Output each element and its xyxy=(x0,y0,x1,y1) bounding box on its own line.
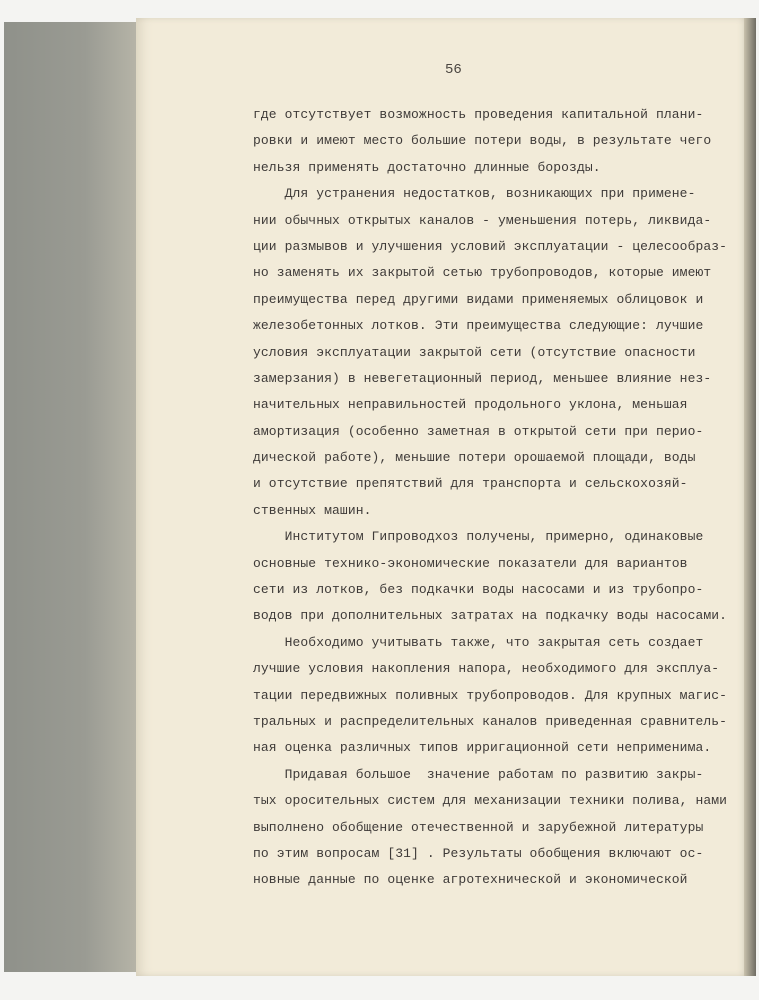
text-line: сети из лотков, без подкачки воды насосами и из трубопро- xyxy=(253,582,704,598)
page-edge xyxy=(744,18,756,976)
text-line: условия эксплуатации закрытой сети (отсутствие опасности xyxy=(253,344,696,360)
text-line: тых оросительных систем для механизации техники полива, нами xyxy=(253,793,728,809)
text-line: начительных неправильностей продольного уклона, меньшая xyxy=(253,397,688,413)
text-line: новные данные по оценке агротехнической и экономической xyxy=(253,872,688,888)
text-line: лучшие условия накопления напора, необходимого для эксплуа- xyxy=(253,661,720,677)
text-line: основные технико-экономические показатели для вариантов xyxy=(253,555,688,571)
text-line: тации передвижных поливных трубопроводов. Для крупных магис- xyxy=(253,687,728,703)
text-line: Для устранения недостатков, возникающих при примене- xyxy=(253,186,696,202)
text-line: амортизация (особенно заметная в открытой сети при перио- xyxy=(253,423,704,439)
text-line: где отсутствует возможность проведения капитальной плани- xyxy=(253,107,704,122)
text-line: водов при дополнительных затратах на подкачку воды насосами. xyxy=(253,608,728,624)
text-line: ственных машин. xyxy=(253,502,372,518)
text-line: Институтом Гипроводхоз получены, примерно, одинаковые xyxy=(253,529,704,545)
document-page xyxy=(136,18,756,976)
text-line: выполнено обобщение отечественной и зарубежной литературы xyxy=(253,819,704,835)
text-line: железобетонных лотков. Эти преимущества следующие: лучшие xyxy=(253,318,704,334)
scan-background-left xyxy=(4,22,139,972)
body-text xyxy=(253,102,728,894)
text-line: нельзя применять достаточно длинные борозды. xyxy=(253,159,601,175)
text-line: нии обычных открытых каналов - уменьшения потерь, ликвида- xyxy=(253,212,712,228)
text-line: замерзания) в невегетационный период, меньшее влияние нез- xyxy=(253,370,712,386)
text-line: дической работе), меньшие потери орошаемой площади, воды xyxy=(253,450,696,466)
text-line: но заменять их закрытой сетью трубопроводов, которые имеют xyxy=(253,265,712,281)
text-line: по этим вопросам [31] . Результаты обобщения включают ос- xyxy=(253,845,704,861)
text-line: ровки и имеют место большие потери воды, в результате чего xyxy=(253,133,712,149)
text-line: ная оценка различных типов ирригационной сети неприменима. xyxy=(253,740,712,756)
text-line: Придавая большое значение работам по развитию закры- xyxy=(253,766,704,782)
text-line: ции размывов и улучшения условий эксплуатации - целесообраз- xyxy=(253,238,728,254)
text-line: и отсутствие препятствий для транспорта и сельскохозяй- xyxy=(253,476,688,492)
text-line: преимущества перед другими видами применяемых облицовок и xyxy=(253,291,704,307)
text-line: Необходимо учитывать также, что закрытая сеть создает xyxy=(253,634,704,650)
page-number: 56 xyxy=(445,62,462,78)
text-line: тральных и распределительных каналов приведенная сравнитель- xyxy=(253,713,728,729)
